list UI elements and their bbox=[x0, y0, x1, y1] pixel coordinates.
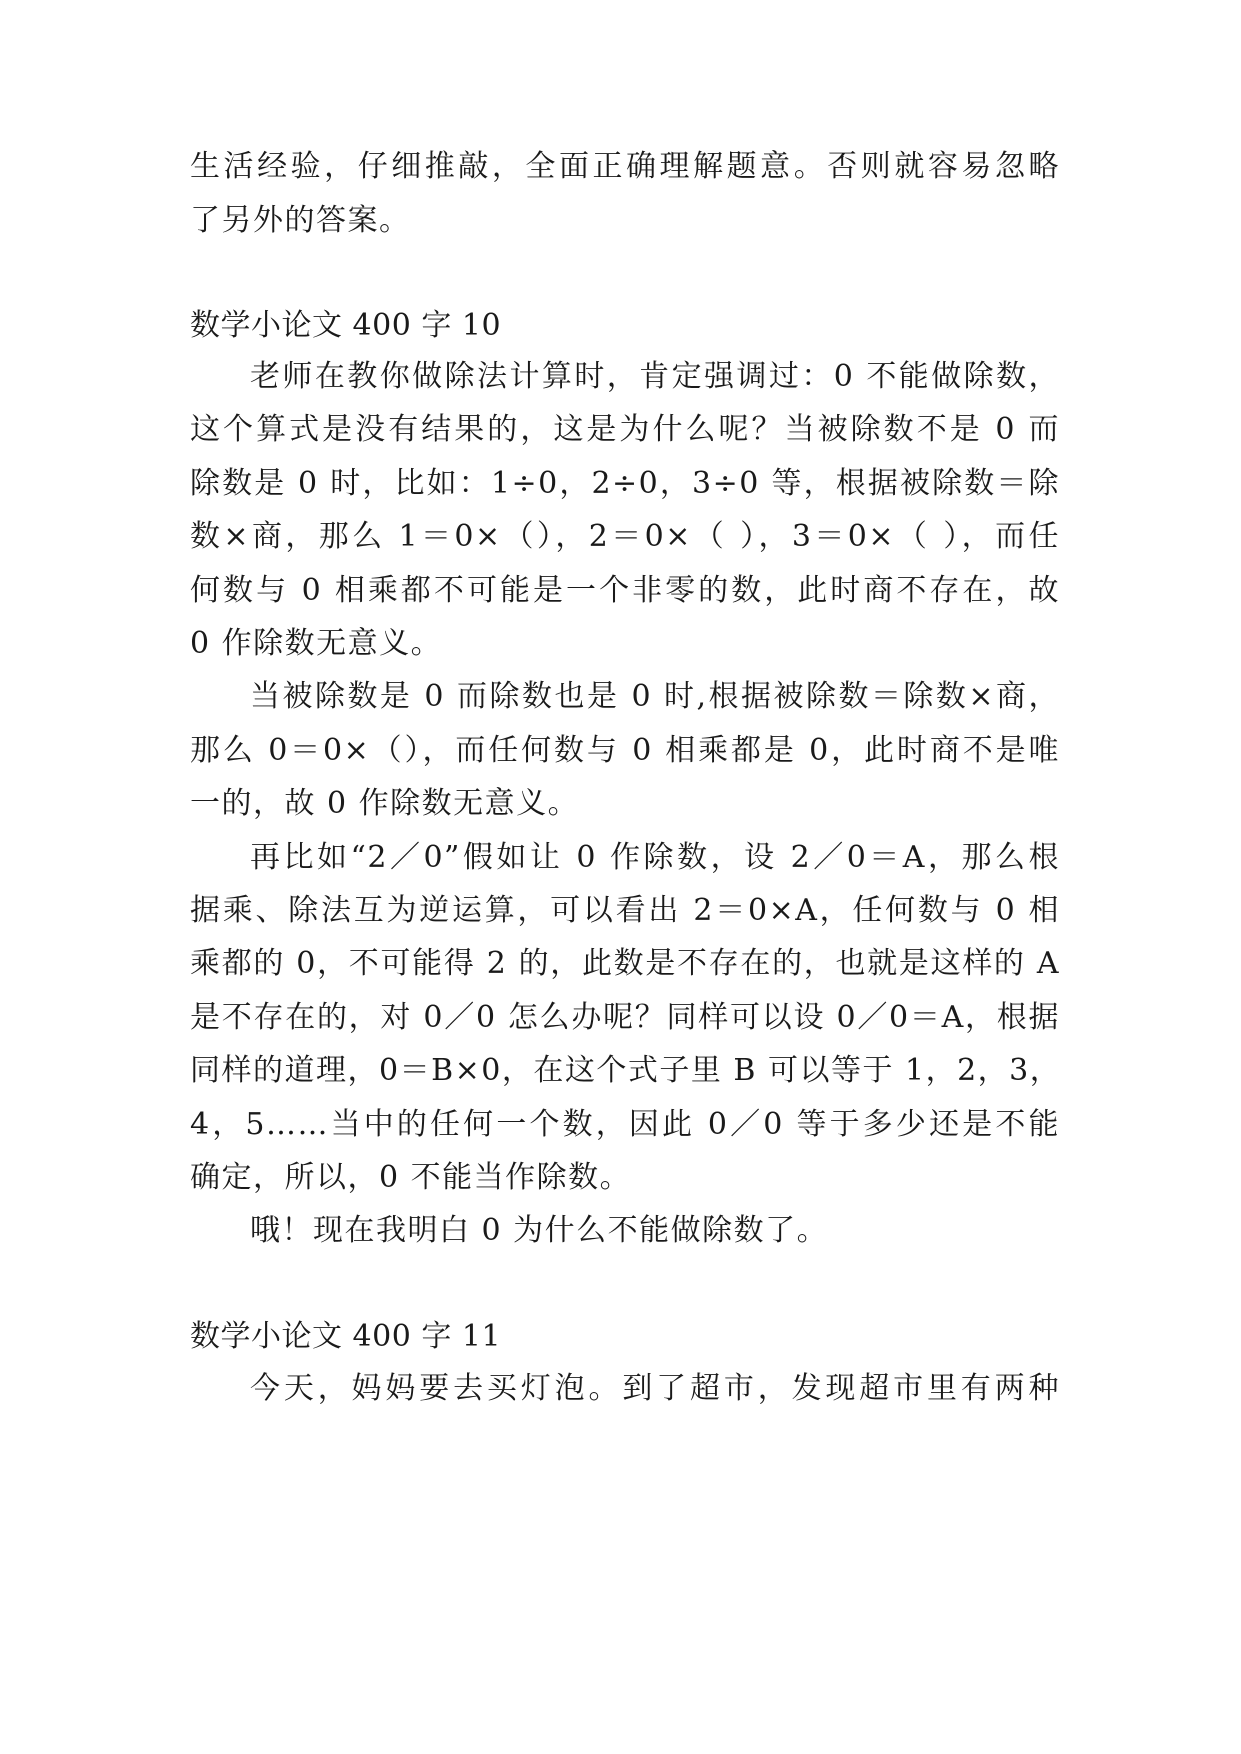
text-line: 0 作除数无意义。 bbox=[190, 626, 443, 661]
text-line: 除数是 0 时，比如：1÷0，2÷0，3÷0 等，根据被除数＝除 bbox=[190, 466, 1060, 501]
text-line: 据乘、除法互为逆运算，可以看出 2＝0×A，任何数与 0 相 bbox=[190, 893, 1060, 928]
text-line: 了另外的答案。 bbox=[190, 203, 411, 238]
text-line: 乘都的 0，不可能得 2 的，此数是不存在的，也就是这样的 A bbox=[190, 946, 1060, 981]
text-line: 数×商，那么 1＝0×（），2＝0×（ ），3＝0×（ ），而任 bbox=[190, 519, 1060, 554]
text-line: 生活经验，仔细推敲，全面正确理解题意。否则就容易忽略 bbox=[190, 149, 1060, 184]
text-line: 当被除数是 0 而除数也是 0 时,根据被除数＝除数×商， bbox=[250, 679, 1060, 714]
text-line: 同样的道理，0＝B×0，在这个式子里 B 可以等于 1，2，3， bbox=[190, 1053, 1062, 1088]
text-line: 哦！现在我明白 0 为什么不能做除数了。 bbox=[250, 1213, 829, 1248]
text-line: 那么 0＝0×（），而任何数与 0 相乘都是 0，此时商不是唯 bbox=[190, 733, 1060, 768]
text-line: 这个算式是没有结果的，这是为什么呢？当被除数不是 0 而 bbox=[190, 412, 1060, 447]
text-line: 是不存在的，对 0／0 怎么办呢？同样可以设 0／0＝A，根据 bbox=[190, 1000, 1060, 1035]
section-heading: 数学小论文 400 字 10 bbox=[190, 308, 502, 343]
section-heading: 数学小论文 400 字 11 bbox=[190, 1319, 502, 1354]
text-line: 4，5……当中的任何一个数，因此 0／0 等于多少还是不能 bbox=[190, 1107, 1060, 1142]
text-line: 确定，所以，0 不能当作除数。 bbox=[190, 1160, 632, 1195]
text-line: 再比如“2／0”假如让 0 作除数，设 2／0＝A，那么根 bbox=[250, 840, 1060, 875]
text-line: 今天，妈妈要去买灯泡。到了超市，发现超市里有两种 bbox=[250, 1371, 1060, 1406]
text-line: 老师在教你做除法计算时，肯定强调过：0 不能做除数， bbox=[250, 359, 1060, 394]
text-line: 一的，故 0 作除数无意义。 bbox=[190, 786, 580, 821]
text-line: 何数与 0 相乘都不可能是一个非零的数，此时商不存在，故 bbox=[190, 573, 1060, 608]
